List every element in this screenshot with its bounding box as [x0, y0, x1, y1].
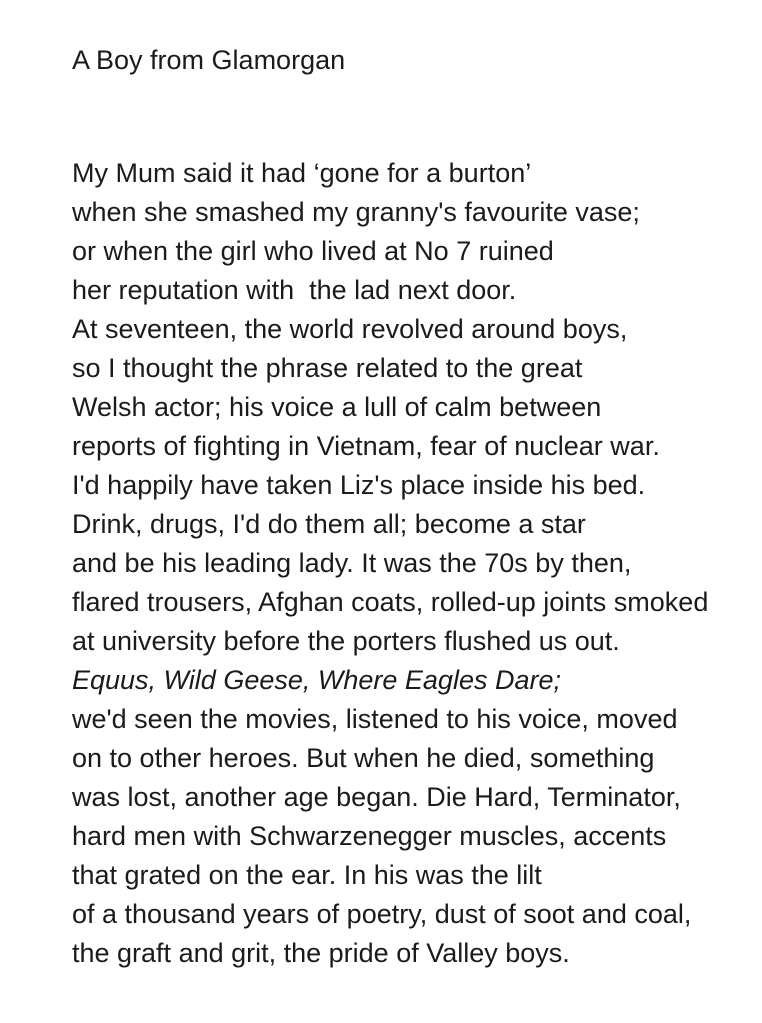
poem-line: I'd happily have taken Liz's place inside his bed.: [72, 470, 646, 500]
poem-line: hard men with Schwarzenegger muscles, accents: [72, 821, 667, 851]
poem-title: A Boy from Glamorgan: [72, 45, 346, 75]
poem-line: her reputation with the lad next door.: [72, 275, 517, 305]
poem-line: or when the girl who lived at No 7 ruined: [72, 236, 554, 266]
poem-line: the graft and grit, the pride of Valley boys.: [72, 938, 570, 968]
poem-line: reports of fighting in Vietnam, fear of nuclear war.: [72, 431, 660, 461]
poem-line: was lost, another age began. Die Hard, Terminator,: [72, 782, 681, 812]
poem-line: at university before the porters flushed us out.: [72, 626, 620, 656]
poem-line: that grated on the ear. In his was the lilt: [72, 860, 542, 890]
poem-line: of a thousand years of poetry, dust of soot and coal,: [72, 899, 692, 929]
poem-line: Welsh actor; his voice a lull of calm between: [72, 392, 602, 422]
poem-line: we'd seen the movies, listened to his voice, moved: [72, 704, 678, 734]
poem-line: on to other heroes. But when he died, something: [72, 743, 655, 773]
poem-line: My Mum said it had ‘gone for a burton’: [72, 158, 532, 188]
poem-line: flared trousers, Afghan coats, rolled-up joints smoked: [72, 587, 709, 617]
poem-body: [72, 154, 742, 973]
poem-line: when she smashed my granny's favourite vase;: [72, 197, 640, 227]
poem-line: so I thought the phrase related to the great: [72, 353, 583, 383]
poem-line: and be his leading lady. It was the 70s by then,: [72, 548, 632, 578]
poem-line: Equus, Wild Geese, Where Eagles Dare;: [72, 665, 561, 695]
poem-line: Drink, drugs, I'd do them all; become a star: [72, 509, 586, 539]
poem-line: At seventeen, the world revolved around boys,: [72, 314, 628, 344]
